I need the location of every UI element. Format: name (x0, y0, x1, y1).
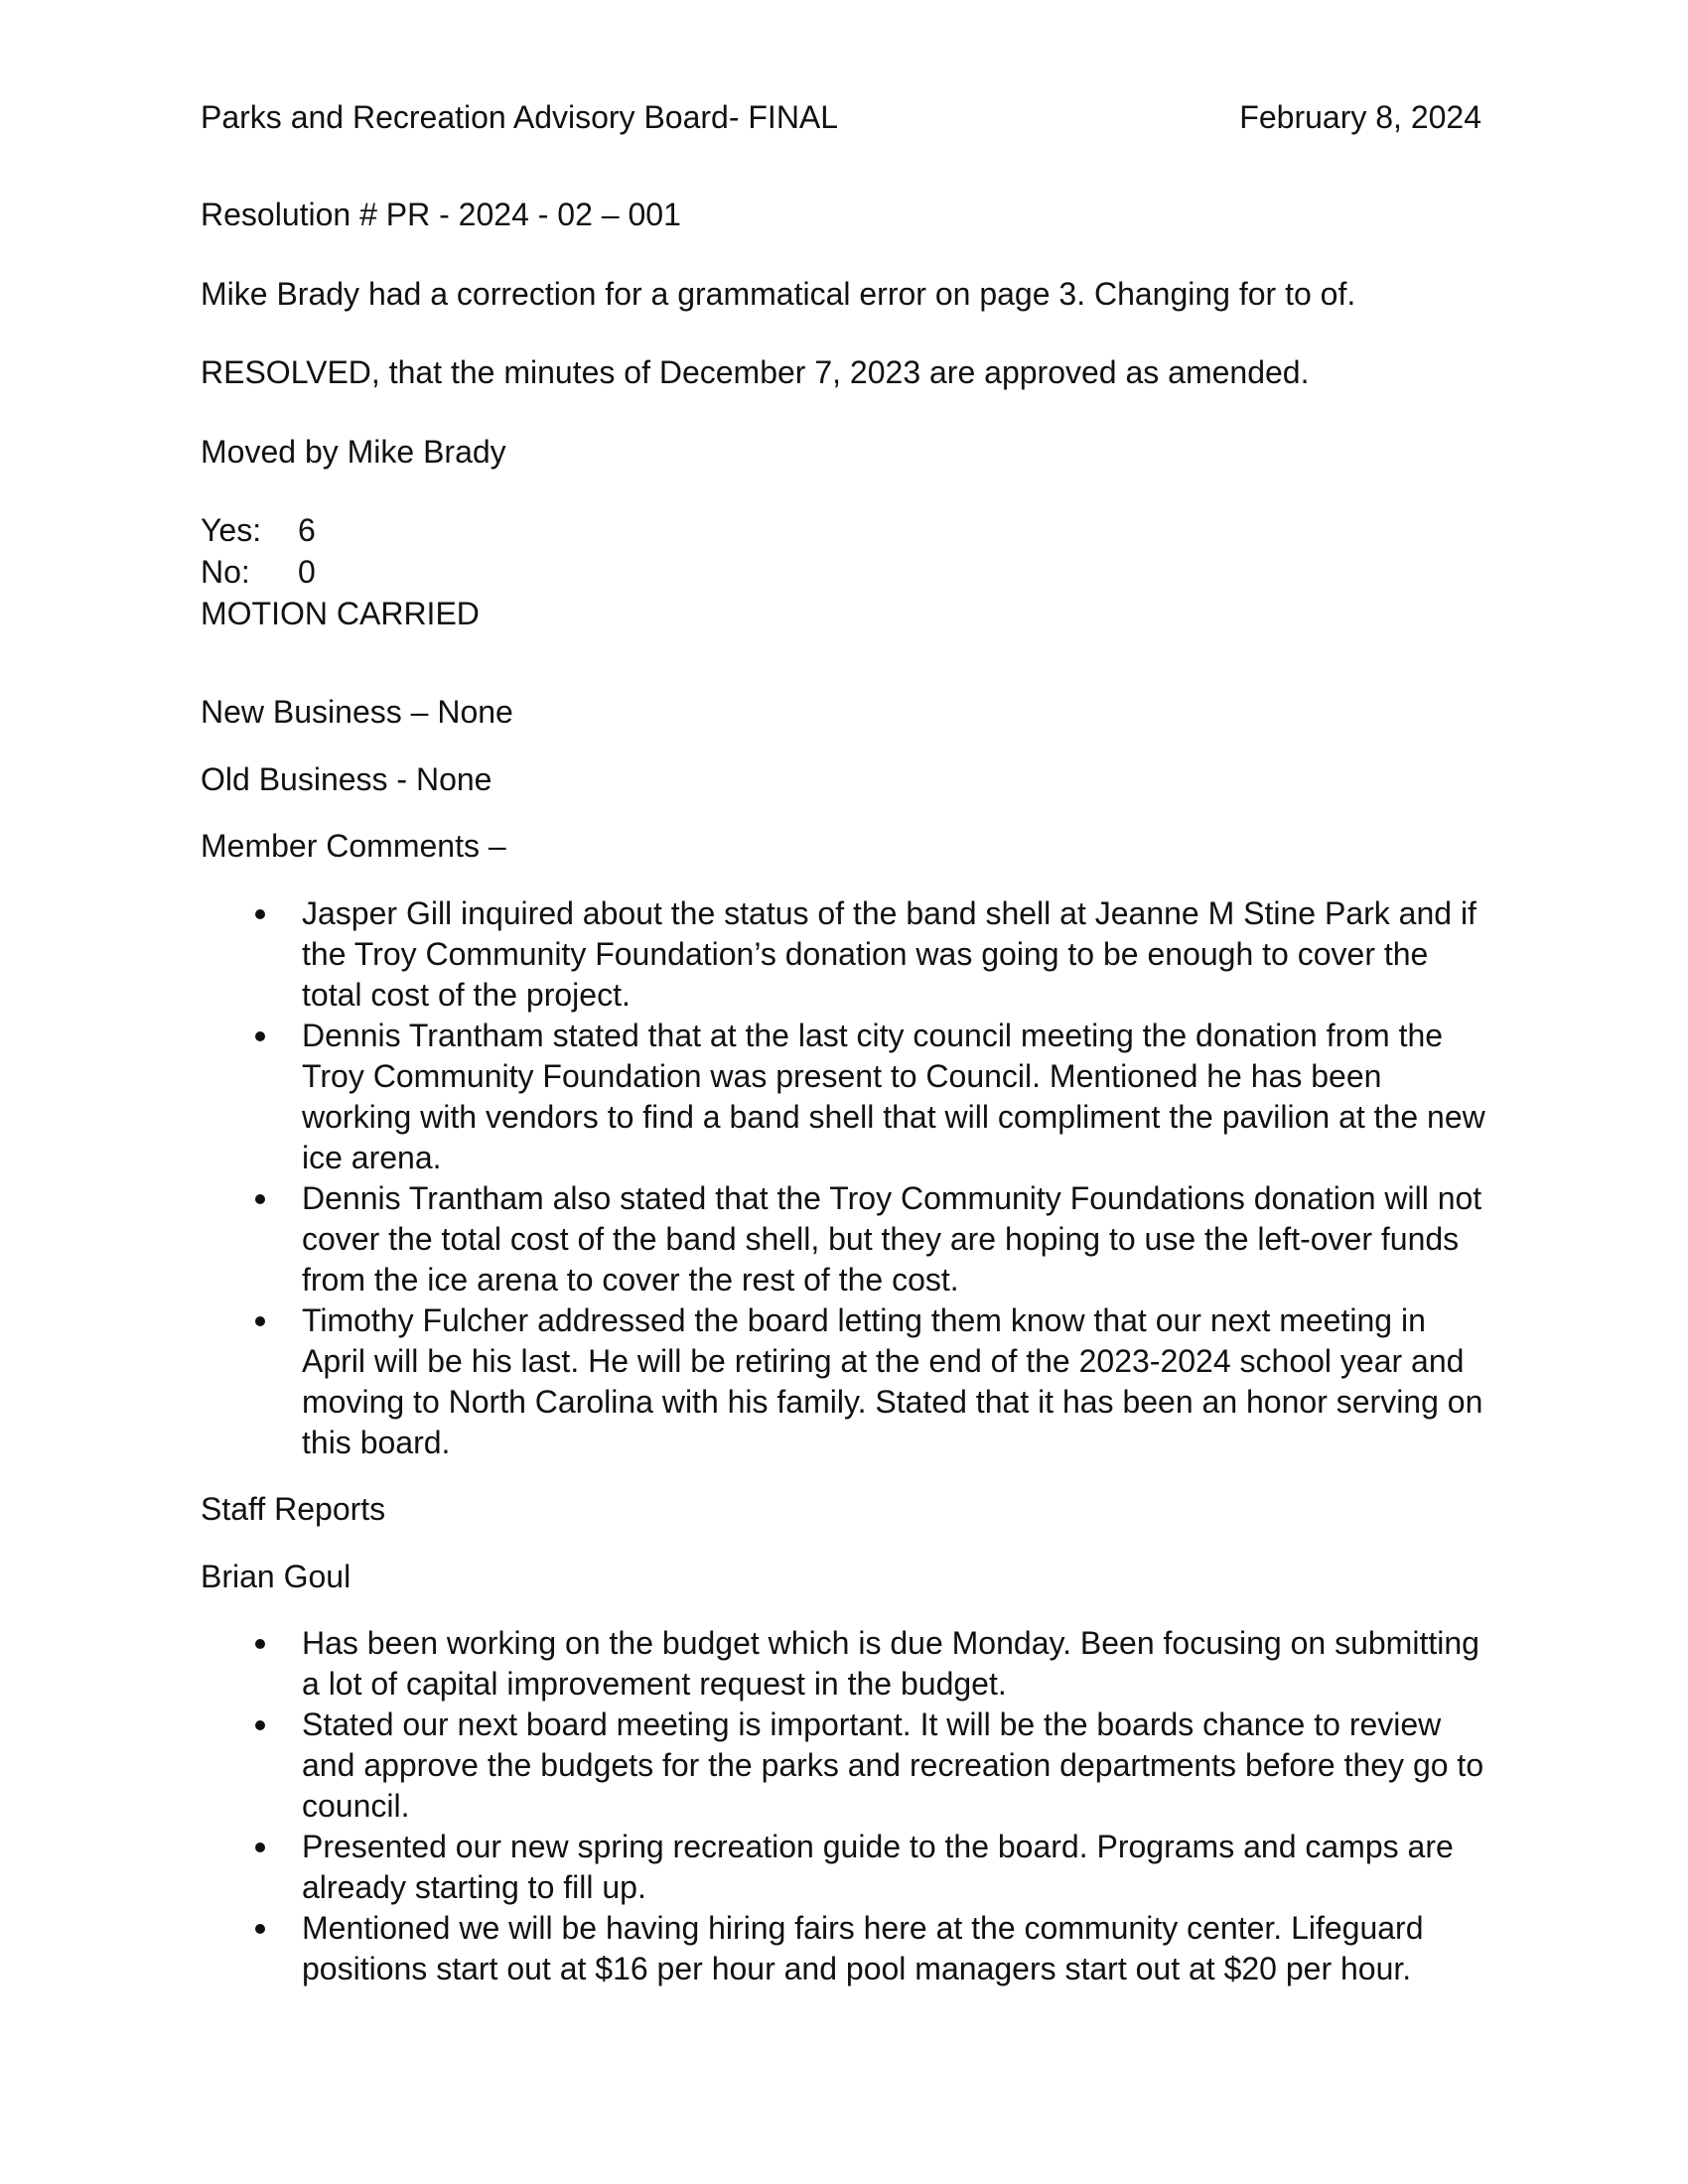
resolution-number: Resolution # PR - 2024 - 02 – 001 (201, 197, 681, 232)
document-body (201, 195, 1491, 2015)
member-comments-list (201, 893, 1491, 1463)
vote-yes-label: Yes: (201, 512, 262, 549)
vote-no (201, 552, 1491, 594)
list-item: Jasper Gill inquired about the status of the band shell at Jeanne M Stine Park and if the Troy Community Foundation’s donation was going to be enough to cover the total cost of the project. (302, 893, 1491, 1016)
page-header (201, 97, 1481, 139)
vote-yes-count: 6 (298, 512, 316, 549)
old-business: Old Business - None (201, 760, 492, 797)
member-comments-heading: Member Comments – (201, 828, 506, 865)
list-item: Dennis Trantham also stated that the Troy Community Foundations donation will not cover the total cost of the band shell, but they are hoping to use the left-over funds from the ice arena to cover the rest of the cost. (302, 1178, 1491, 1300)
motion-result: MOTION CARRIED (201, 595, 480, 631)
vote-tally (201, 510, 1491, 634)
meeting-date: February 8, 2024 (1239, 99, 1481, 135)
vote-no-count: 0 (298, 553, 316, 590)
moved-by: Moved by Mike Brady (201, 433, 506, 470)
resolved-statement: RESOLVED, that the minutes of December 7, 2023 are approved as amended. (201, 354, 1310, 391)
correction-note: Mike Brady had a correction for a grammatical error on page 3. Changing for to of. (201, 275, 1356, 312)
list-item: Mentioned we will be having hiring fairs here at the community center. Lifeguard positions start out at $16 per hour and pool managers start out at $20 per hour. (302, 1908, 1491, 1989)
vote-no-label: No: (201, 553, 250, 590)
staff-report-list (201, 1623, 1491, 1989)
staff-reports-heading: Staff Reports (201, 1490, 386, 1527)
list-item: Has been working on the budget which is due Monday. Been focusing on submitting a lot of capital improvement request in the budget. (302, 1623, 1491, 1705)
new-business: New Business – None (201, 694, 513, 731)
list-item: Presented our new spring recreation guide to the board. Programs and camps are already starting to fill up. (302, 1827, 1491, 1908)
list-item: Timothy Fulcher addressed the board letting them know that our next meeting in April will be his last. He will be retiring at the end of the 2023-2024 school year and moving to North Carolina with his family. Stated that it has been an honor serving on this board. (302, 1300, 1491, 1463)
document-title: Parks and Recreation Advisory Board- FINAL (201, 99, 839, 135)
staff-member-name: Brian Goul (201, 1558, 352, 1594)
list-item: Stated our next board meeting is important. It will be the boards chance to review and approve the budgets for the parks and recreation departments before they go to council. (302, 1705, 1491, 1827)
vote-yes (201, 510, 1491, 552)
list-item: Dennis Trantham stated that at the last city council meeting the donation from the Troy Community Foundation was present to Council. Mentioned he has been working with vendors to find a band shell that will compliment the pavilion at the new ice arena. (302, 1016, 1491, 1178)
